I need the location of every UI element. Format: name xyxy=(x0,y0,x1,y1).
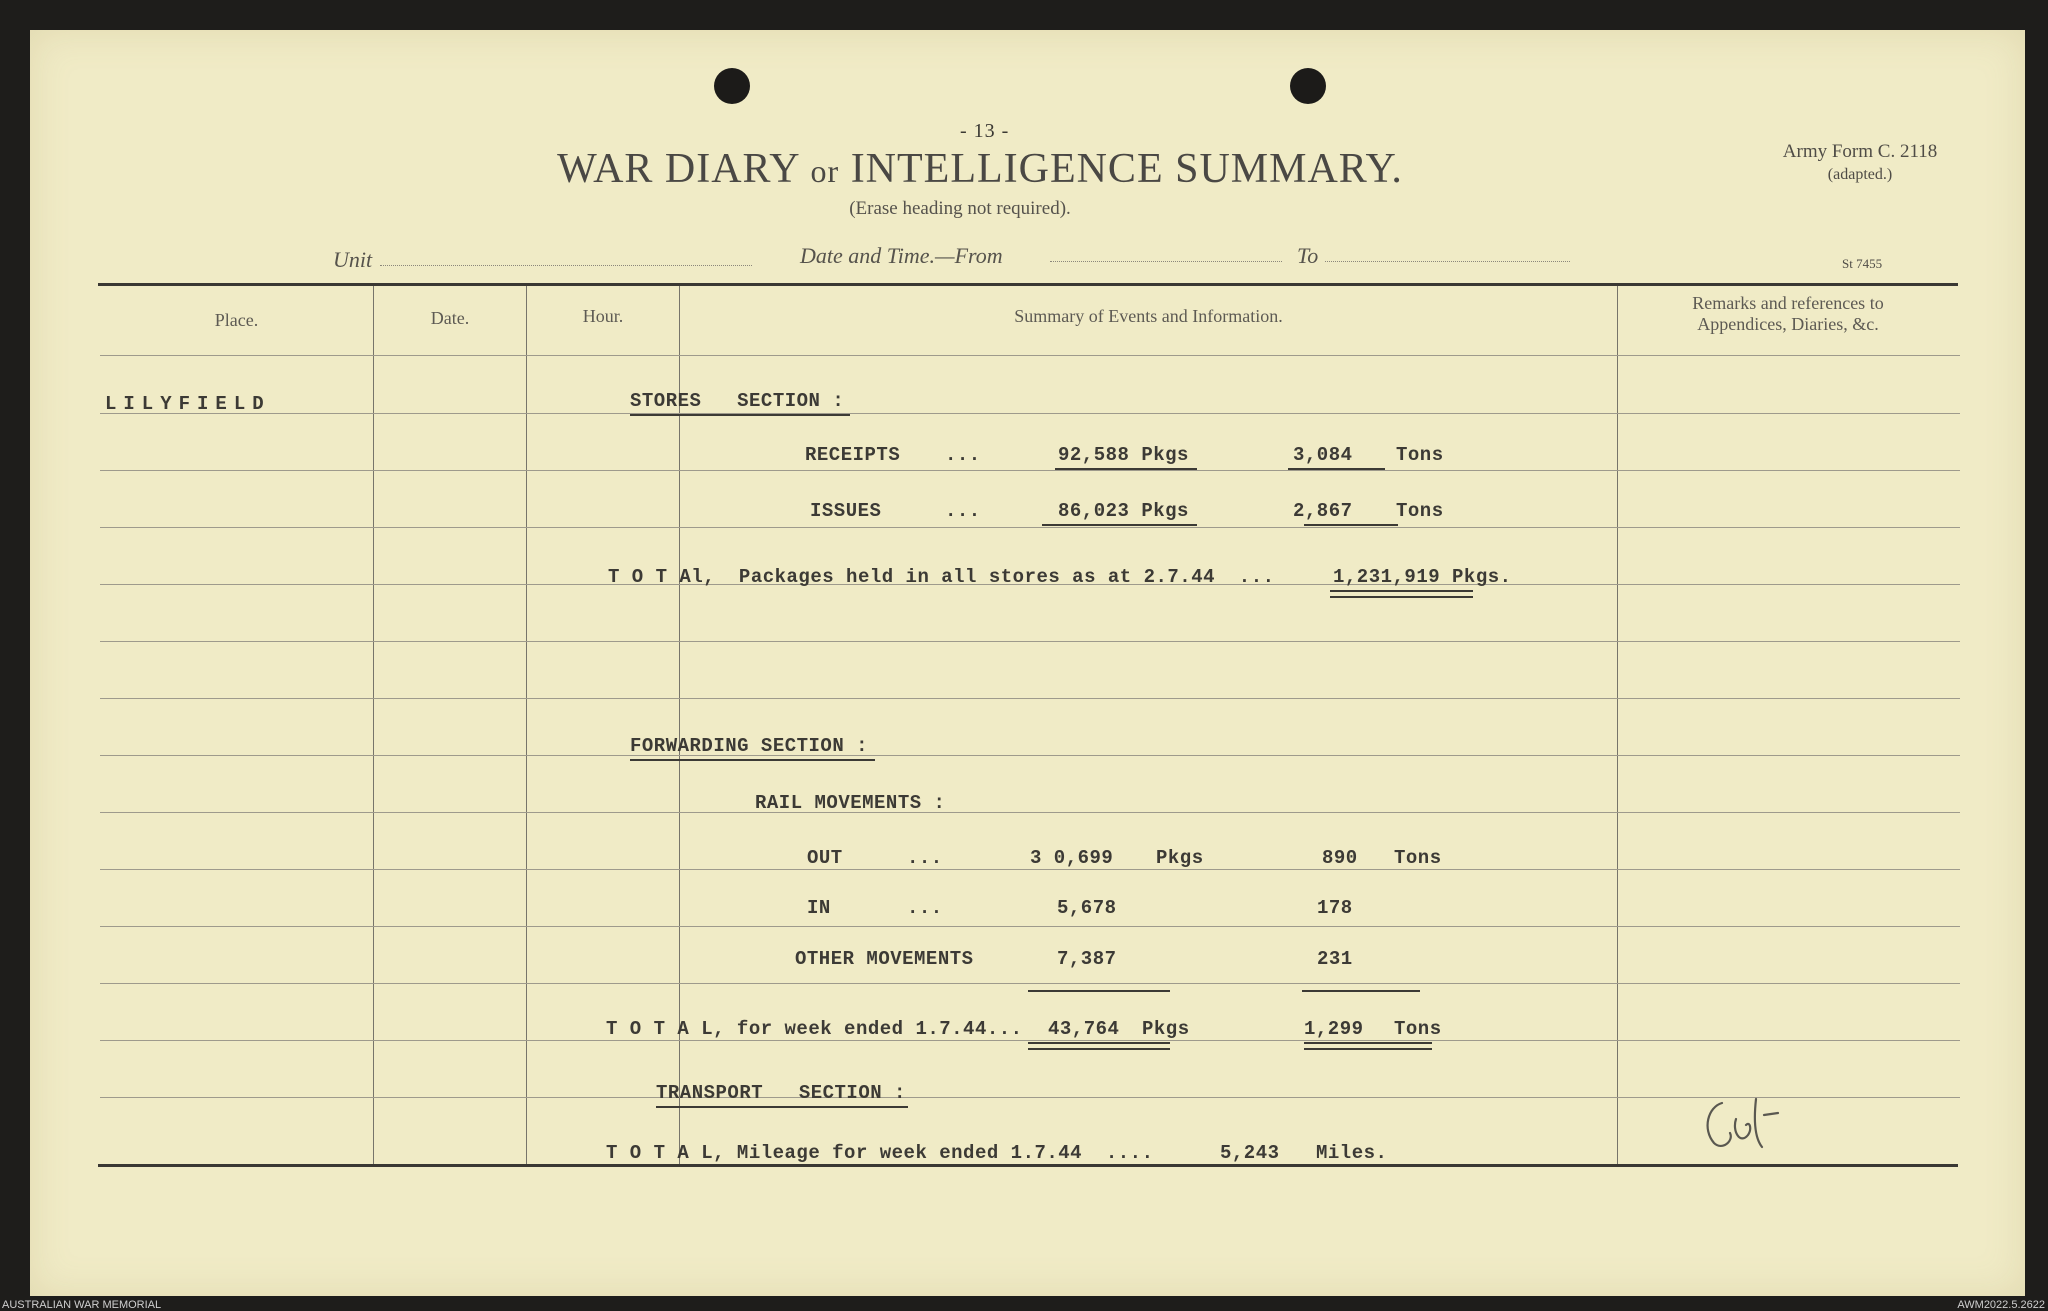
table-bottom-rule xyxy=(98,1164,1958,1167)
issues-pkgs: 86,023 Pkgs xyxy=(1058,500,1189,522)
out-dots: ... xyxy=(907,847,943,869)
punch-hole-right xyxy=(1290,68,1326,104)
footer-accession-number: AWM2022.5.2622 xyxy=(1957,1299,2045,1311)
punch-hole-left xyxy=(714,68,750,104)
other-movements-label: OTHER MOVEMENTS xyxy=(795,948,974,970)
double-underline xyxy=(1028,1042,1170,1044)
out-label: OUT xyxy=(807,847,843,869)
unit-label: Unit xyxy=(333,247,373,272)
form-note: (adapted.) xyxy=(1827,166,1893,183)
stores-total-value: 1,231,919 Pkgs. xyxy=(1333,566,1512,588)
date-from-label: Date and Time.—From xyxy=(800,243,1003,268)
ruled-line xyxy=(100,527,1960,528)
out-pkgs-value: 3 0,699 xyxy=(1030,847,1114,869)
column-header-remarks xyxy=(1618,293,1958,335)
date-to-field xyxy=(1325,261,1570,262)
column-header-hour: Hour. xyxy=(582,306,624,326)
forwarding-total-pkgs-unit: Pkgs xyxy=(1142,1018,1190,1040)
underline xyxy=(1042,524,1197,526)
forwarding-total-pkgs: 43,764 xyxy=(1048,1018,1120,1040)
double-underline xyxy=(1304,1048,1432,1050)
double-underline xyxy=(1304,1042,1432,1044)
ruled-line xyxy=(100,926,1960,927)
ruled-line xyxy=(100,470,1960,471)
transport-section-heading: TRANSPORT SECTION : xyxy=(656,1082,906,1104)
stock-code: St 7455 xyxy=(1842,256,1883,271)
header-rule xyxy=(100,355,1960,356)
forwarding-section-heading: FORWARDING SECTION : xyxy=(630,735,869,757)
in-pkgs-value: 5,678 xyxy=(1057,897,1117,919)
issues-dots: ... xyxy=(945,500,981,522)
stores-total-text: T O T Al, Packages held in all stores as at 2.7.44 ... xyxy=(608,566,1275,588)
table-top-rule xyxy=(98,283,1958,286)
ruled-line xyxy=(100,413,1960,414)
forwarding-total-text: T O T A L, for week ended 1.7.44... xyxy=(606,1018,1023,1040)
receipts-pkgs: 92,588 Pkgs xyxy=(1058,444,1189,466)
in-dots: ... xyxy=(907,897,943,919)
in-label: IN xyxy=(807,897,831,919)
out-pkgs-unit: Pkgs xyxy=(1156,847,1204,869)
double-underline xyxy=(1330,596,1473,598)
stores-section-heading: STORES SECTION : xyxy=(630,390,845,412)
forwarding-total-tons-unit: Tons xyxy=(1394,1018,1442,1040)
ruled-line xyxy=(100,983,1960,984)
column-divider-remarks xyxy=(1617,286,1618,1164)
underline xyxy=(1055,468,1197,470)
page-title xyxy=(520,145,1440,193)
remarks-header-line2: Appendices, Diaries, &c. xyxy=(1697,314,1879,334)
column-header-place: Place. xyxy=(214,310,259,330)
receipts-tons-unit: Tons xyxy=(1396,444,1444,466)
ruled-line xyxy=(100,698,1960,699)
out-tons-unit: Tons xyxy=(1394,847,1442,869)
underline xyxy=(1302,990,1420,992)
date-to-label: To xyxy=(1297,243,1319,268)
handwritten-initials xyxy=(1700,1095,1790,1155)
place-entry: LILYFIELD xyxy=(105,393,271,415)
page-subtitle: (Erase heading not required). xyxy=(849,198,1071,219)
transport-total-text: T O T A L, Mileage for week ended 1.7.44 .... xyxy=(606,1142,1154,1164)
ruled-line xyxy=(100,1097,1960,1098)
receipts-label: RECEIPTS xyxy=(805,444,901,466)
form-number-text: Army Form C. 2118 xyxy=(1782,141,1938,162)
other-tons-value: 231 xyxy=(1317,948,1353,970)
unit-field xyxy=(380,265,752,266)
form-number xyxy=(1760,140,1960,186)
receipts-dots: ... xyxy=(945,444,981,466)
receipts-tons-value: 3,084 xyxy=(1293,444,1353,466)
column-header-date: Date. xyxy=(430,308,470,328)
ruled-line xyxy=(100,755,1960,756)
underline xyxy=(1304,524,1398,526)
column-divider-date xyxy=(526,286,527,1164)
transport-miles-unit: Miles. xyxy=(1316,1142,1388,1164)
underline xyxy=(630,414,850,416)
ruled-line xyxy=(100,641,1960,642)
issues-label: ISSUES xyxy=(810,500,882,522)
title-part2: INTELLIGENCE SUMMARY. xyxy=(850,146,1403,192)
remarks-header-line1: Remarks and references to xyxy=(1692,293,1884,313)
forwarding-total-tons-value: 1,299 xyxy=(1304,1018,1364,1040)
underline xyxy=(1028,990,1170,992)
rail-movements-heading: RAIL MOVEMENTS : xyxy=(755,792,946,814)
title-part1: WAR DIARY xyxy=(557,146,800,192)
issues-tons-value: 2,867 xyxy=(1293,500,1353,522)
in-tons-value: 178 xyxy=(1317,897,1353,919)
double-underline xyxy=(1330,590,1473,592)
underline xyxy=(630,759,875,761)
date-from-field xyxy=(1050,261,1282,262)
double-underline xyxy=(1028,1048,1170,1050)
title-or: or xyxy=(810,153,840,189)
ruled-line xyxy=(100,1040,1960,1041)
column-header-summary: Summary of Events and Information. xyxy=(1014,306,1283,326)
other-pkgs-value: 7,387 xyxy=(1057,948,1117,970)
underline xyxy=(1288,468,1385,470)
transport-miles-value: 5,243 xyxy=(1220,1142,1280,1164)
ruled-line xyxy=(100,869,1960,870)
out-tons-value: 890 xyxy=(1322,847,1358,869)
page-number: - 13 - xyxy=(960,120,1010,142)
column-divider-place xyxy=(373,286,374,1164)
ruled-line xyxy=(100,812,1960,813)
underline xyxy=(656,1106,908,1108)
footer-institution: AUSTRALIAN WAR MEMORIAL xyxy=(2,1299,162,1311)
issues-tons-unit: Tons xyxy=(1396,500,1444,522)
